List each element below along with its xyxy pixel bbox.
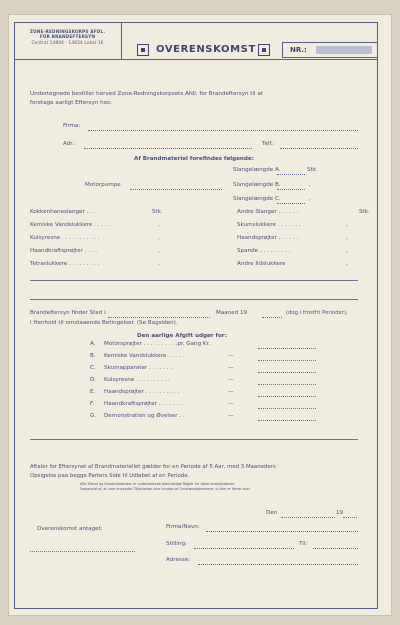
fee-item-letter: C.: [90, 365, 96, 371]
accepted-label: Overenskomst antaget:: [37, 526, 103, 532]
stilling-label: Stilling:: [166, 541, 187, 547]
fee-item-label: Skumapparater . . . . . . .: [104, 365, 173, 371]
material-right-4: Spande . . . . . . . . .: [237, 248, 291, 254]
schedule-year-field[interactable]: [262, 317, 282, 318]
fee-item-dash: —: [228, 401, 234, 407]
fee-item-dash: —: [228, 413, 234, 419]
firma-field[interactable]: [88, 130, 358, 131]
material-right-5-comma: ,: [346, 261, 348, 267]
fee-item-amount-field[interactable]: [258, 408, 316, 409]
til-label: Til:: [299, 541, 308, 547]
fee-heading: Den aarlige Afgift udgør for:: [137, 333, 227, 339]
blank-line-3[interactable]: [30, 439, 358, 440]
fee-item-dash: —: [228, 389, 234, 395]
firma-navn-field[interactable]: [206, 531, 358, 532]
telefon-label: Telf.:: [262, 141, 275, 147]
fee-item-label: Demonstration og Øvelser . .: [104, 413, 185, 419]
adresse-field[interactable]: [84, 148, 252, 149]
material-right-1-unit: Stk.: [359, 209, 370, 215]
terms-line-1: Aftaler for Eftersynet af Brandmateriellet gælder for en Periode af 5 Aar, med 3 Maaneders: [30, 464, 276, 470]
accepted-signature-field[interactable]: [30, 551, 135, 552]
motorpumpe-label: Motorpumpe: [85, 182, 121, 188]
firma-label: Firma:: [63, 123, 81, 129]
material-left-5: Tetraslukkere . . . . . . . . .: [30, 261, 100, 267]
slange-c-label: Slangelængde C.: [233, 196, 281, 202]
fee-item-amount-field[interactable]: [258, 348, 316, 349]
material-left-2: Kemiske Vandslukkere . . . . .: [30, 222, 111, 228]
fee-item-label: Haandkraftsprøjter . . . . . . .: [104, 401, 182, 407]
org-phone: Central 14804 · 14834 Lokal 16: [31, 40, 104, 46]
fee-item-amount-field[interactable]: [258, 420, 316, 421]
fee-item-letter: G.: [90, 413, 97, 419]
date-field[interactable]: [281, 517, 335, 518]
terms-line-2: Opsigelse paa begge Parters Side til Udløbet af en Periode.: [30, 473, 190, 479]
intro-line-2: foretage aarligt Eftersyn hos:: [30, 100, 112, 106]
left-emblem-icon: [137, 44, 149, 56]
org-line-1: ZONE-REDNINGSKORPS AFDL.: [29, 29, 106, 34]
slange-a-unit: Stk.: [307, 167, 318, 173]
material-left-3: Kulsyresne . . . . . . . . . . .: [30, 235, 100, 241]
fee-item-amount-field[interactable]: [258, 372, 316, 373]
material-right-3-comma: ,: [346, 235, 348, 241]
den-label: Den: [266, 510, 278, 516]
fee-item-label: Kulsyresne . . . . . . . . . .: [104, 377, 170, 383]
slange-a-label: Slangelængde A.: [233, 167, 281, 173]
material-left-1-unit: Stk.: [152, 209, 163, 215]
terms-fine-2: Forbehold af, at vore anvendte Tilbeholder ikke hindres af Omstændighederne, vi ikke er Herre over.: [80, 487, 251, 491]
til-field[interactable]: [313, 548, 358, 549]
terms-fine-1: Alle Tilbud og Overenskomster er underkastede almindelige Regler for disse ensbetydende: [80, 482, 235, 486]
material-right-2: Skumslukkere . . . . . . .: [237, 222, 301, 228]
material-left-1: Kokkenhaneslanger . . .: [30, 209, 96, 215]
telefon-field[interactable]: [280, 148, 358, 149]
fee-item-amount-field[interactable]: [258, 360, 316, 361]
year-field[interactable]: [343, 517, 357, 518]
intro-line-1: Undertegnede bestiller herved Zone-Redningskorpsets Afdl. for Brandeftersyn til at: [30, 91, 263, 97]
number-field[interactable]: [316, 46, 372, 54]
schedule-line-1: Brandeftersyn finder Sted i: [30, 310, 106, 316]
blank-line-2[interactable]: [30, 299, 358, 300]
slange-a-field[interactable]: [277, 174, 305, 175]
material-left-2-comma: ,: [158, 222, 160, 228]
number-label: NR.:: [290, 46, 307, 54]
form-title: OVERENSKOMST: [156, 44, 256, 55]
material-left-4-comma: ,: [158, 248, 160, 254]
schedule-frost-note: (dog i frostfri Perioder),: [286, 310, 348, 316]
material-heading: Af Brandmateriel forefindes følgende:: [134, 156, 254, 162]
motorpumpe-field[interactable]: [130, 189, 222, 190]
slange-c-comma: ,: [309, 196, 311, 202]
fee-item-label: Kemiske Vandslukkere . . . . .: [104, 353, 185, 359]
org-line-2: FOR BRANDEFTERSYN: [39, 34, 96, 40]
stilling-field[interactable]: [194, 548, 294, 549]
fee-item-letter: B.: [90, 353, 96, 359]
material-right-5: Andre Ildslukkere: [237, 261, 286, 267]
header-divider: [14, 59, 378, 60]
material-left-3-comma: ,: [158, 235, 160, 241]
adresse-label: Adr.:: [63, 141, 76, 147]
schedule-line-2: i Henhold til omstaaende Betingelser. (Se Bagsiden).: [30, 320, 178, 326]
year-label: 19: [336, 510, 344, 516]
fee-item-label: Motorsprøjter . . . . . . . . . .pr. Gang Kr.: [104, 341, 211, 347]
fee-item-amount-field[interactable]: [258, 396, 316, 397]
material-right-2-comma: ,: [346, 222, 348, 228]
fee-item-letter: A.: [90, 341, 96, 347]
slange-b-comma: ,: [309, 182, 311, 188]
fee-item-letter: E.: [90, 389, 96, 395]
fee-item-label: Haandsprøjter . . . . . . . . . .: [104, 389, 180, 395]
right-emblem-icon: [258, 44, 270, 56]
slange-c-field[interactable]: [277, 203, 305, 204]
material-right-1: Andre Slanger . . . . . .: [237, 209, 299, 215]
fee-item-letter: F.: [90, 401, 95, 407]
blank-line-1[interactable]: [30, 280, 358, 281]
fee-item-dash: —: [228, 365, 234, 371]
firma-navn-label: Firma/Navn:: [166, 524, 200, 530]
fee-item-letter: D.: [90, 377, 97, 383]
slange-b-label: Slangelængde B.: [233, 182, 281, 188]
fee-item-amount-field[interactable]: [258, 384, 316, 385]
schedule-place-field[interactable]: [108, 317, 210, 318]
material-right-4-comma: ,: [346, 248, 348, 254]
adresse-sig-label: Adresse:: [166, 557, 191, 563]
material-left-5-comma: ,: [158, 261, 160, 267]
fee-item-dash: —: [228, 377, 234, 383]
schedule-maaned: Maaned 19: [216, 310, 248, 316]
material-left-4: Haandkraftsprøjter . . . .: [30, 248, 98, 254]
fee-item-dash: —: [228, 353, 234, 359]
slange-b-field[interactable]: [277, 189, 305, 190]
adresse-sig-field[interactable]: [198, 564, 358, 565]
organization-block: [14, 22, 122, 59]
material-right-3: Haandsprøjter . . . . . .: [237, 235, 299, 241]
